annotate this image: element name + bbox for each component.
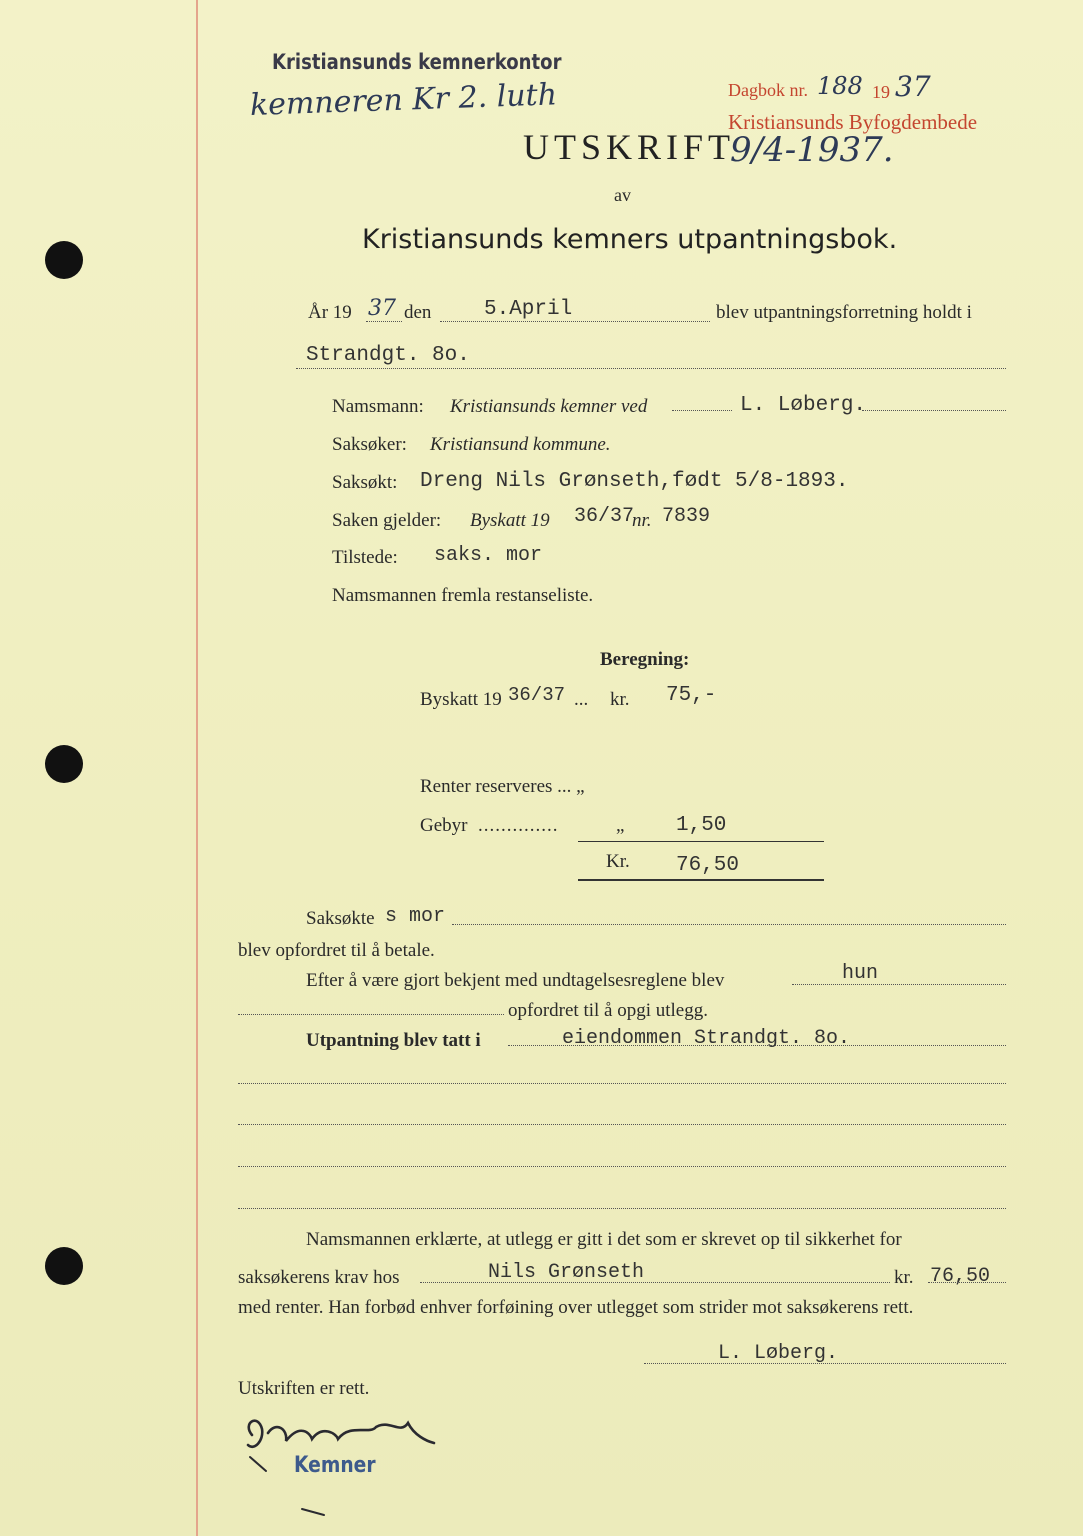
declaration-name-dots (420, 1282, 890, 1283)
ink-mark (300, 1505, 330, 1519)
saksokt-value: Dreng Nils Grønseth,født 5/8-1893. (420, 470, 849, 493)
dagbok-number: 188 (817, 72, 863, 100)
signature-typed: L. Løberg. (718, 1342, 839, 1365)
den-label: den (404, 302, 432, 323)
opgi-dots (238, 1014, 504, 1015)
location-value: Strandgt. 8o. (306, 344, 470, 367)
document-title: UTSKRIFT (523, 127, 736, 167)
saksokt-label: Saksøkt: (332, 472, 398, 493)
byskatt-kr-label: kr. (610, 689, 630, 710)
efter-text: Efter å være gjort bekjent med undtagelsesreglene blev (306, 970, 725, 991)
handwritten-note: kemneren Kr 2. luth (249, 77, 558, 123)
total-amount: 76,50 (676, 854, 740, 877)
utpantning-label: Utpantning blev tatt i (306, 1030, 481, 1051)
byskatt-amount: 75,- (666, 684, 717, 707)
dagbok-year-suffix: 37 (895, 70, 931, 103)
gebyr-label: Gebyr (420, 815, 468, 836)
saksokte-value: s mor (385, 905, 446, 928)
declaration-amount: 76,50 (930, 1265, 991, 1288)
saksokte-dots (452, 924, 1006, 925)
dagbok-year-prefix: 19 (872, 82, 890, 102)
saksokte-label: Saksøkte (306, 908, 375, 929)
namsmann-text: Kristiansunds kemner ved (450, 396, 648, 417)
gebyr-amount: 1,50 (676, 814, 727, 837)
utpantning-value: eiendommen Strandgt. 8o. (562, 1027, 851, 1050)
total-label: Kr. (606, 851, 630, 872)
year-value: 37 (368, 296, 396, 321)
utskrift-rett: Utskriften er rett. (238, 1378, 370, 1399)
signature-dots (644, 1363, 1006, 1364)
saken-year: 36/37 (574, 505, 635, 528)
namsmann-dots (672, 410, 732, 411)
sum-rule-bottom (578, 879, 824, 881)
gebyr-dots: .............. (478, 815, 559, 836)
court-stamp: Kristiansunds Byfogdembede (728, 110, 978, 134)
declaration-name: Nils Grønseth (488, 1261, 645, 1284)
namsmann-value: L. Løberg. (740, 394, 867, 417)
saksoker-value: Kristiansund kommune. (430, 434, 611, 455)
tilstede-value: saks. mor (434, 544, 543, 567)
margin-rule (196, 0, 198, 1536)
declaration-line1: Namsmannen erklærte, at utlegg er gitt i det som er skrevet op til sikkerhet for (306, 1229, 902, 1250)
blank-line-4 (238, 1208, 1006, 1209)
gebyr-mark: „ (616, 815, 625, 836)
blank-line-3 (238, 1166, 1006, 1167)
kemner-stamp: Kemner (294, 1453, 376, 1478)
tilstede-label: Tilstede: (332, 547, 398, 568)
punch-hole-middle (45, 745, 83, 783)
date-dots (440, 321, 710, 322)
date-handwritten: 9/4-1937. (730, 130, 894, 170)
declaration-kr: kr. (894, 1267, 914, 1288)
declaration-line2-label: saksøkerens krav hos (238, 1267, 400, 1288)
byskatt-label: Byskatt 19 (420, 689, 502, 710)
renter-label: Renter reserveres ... „ (420, 776, 585, 797)
saken-text: Byskatt 19 (470, 510, 550, 531)
location-dots (296, 368, 1006, 369)
saken-nr-label: nr. (632, 510, 652, 531)
fremla-text: Namsmannen fremla restanseliste. (332, 585, 594, 606)
beregning-heading: Beregning: (600, 649, 690, 670)
opgi-utlegg: opfordret til å opgi utlegg. (508, 1000, 708, 1021)
blank-line-1 (238, 1083, 1006, 1084)
held-text: blev utpantningsforretning holdt i (716, 302, 972, 323)
year-dots (366, 321, 402, 322)
title-av: av (614, 185, 631, 205)
punch-hole-bottom (45, 1247, 83, 1285)
byskatt-year: 36/37 (508, 684, 566, 706)
office-stamp: Kristiansunds kemnerkontor (272, 50, 562, 74)
efter-dots (792, 984, 1006, 985)
efter-value: hun (842, 962, 879, 985)
saksoker-label: Saksøker: (332, 434, 407, 455)
namsmann-dots-end (862, 410, 1006, 411)
punch-hole-top (45, 241, 83, 279)
blank-line-2 (238, 1124, 1006, 1125)
byskatt-dots: ... (574, 689, 589, 710)
sum-rule-top (578, 841, 824, 842)
opfordret-betale: blev opfordret til å betale. (238, 940, 435, 961)
declaration-line3: med renter. Han forbød enhver forføining over utlegget som strider mot saksøkerens rett. (238, 1297, 914, 1318)
saken-nr: 7839 (662, 505, 711, 528)
dagbok-label: Dagbok nr. (728, 80, 808, 100)
declaration-amount-dots (928, 1282, 1006, 1283)
saken-label: Saken gjelder: (332, 510, 442, 531)
year-label: År 19 (308, 302, 352, 323)
utpantning-dots (508, 1045, 1006, 1046)
document-subtitle: Kristiansunds kemners utpantningsbok. (362, 224, 898, 255)
namsmann-label: Namsmann: (332, 396, 424, 417)
date-value: 5.April (484, 298, 573, 321)
